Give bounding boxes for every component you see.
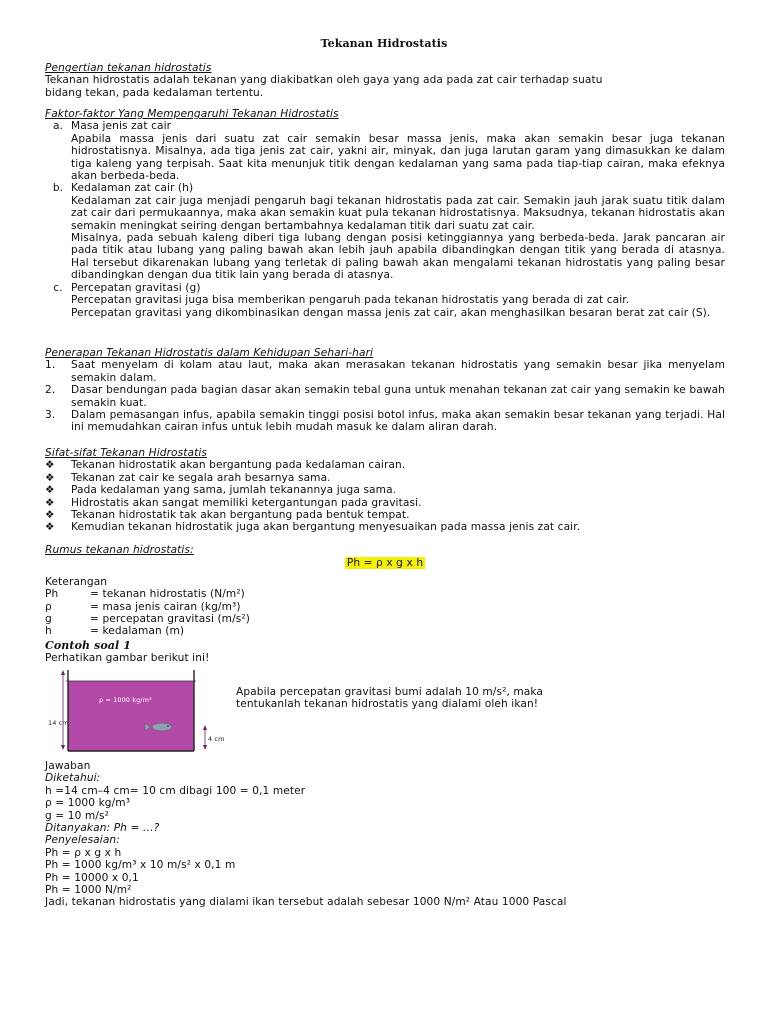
list-item-text: Tekanan zat cair ke segala arah besarnya sama. <box>71 471 331 484</box>
list-item <box>45 409 725 434</box>
section-heading: Rumus tekanan hidrostatis: <box>45 544 194 556</box>
list-item-text: Tekanan hidrostatik akan bergantung pada kedalaman cairan. <box>71 459 406 472</box>
asked-label: Ditanyakan: Ph = …? <box>45 822 160 835</box>
variable-row <box>45 588 725 600</box>
paragraph: Apabila massa jenis dari suatu zat cair semakin besar massa jenis, maka akan semakin besar juga tekanan hidrostatisnya. Misalnya, ada tiga jenis zat cair, yakni air, minyak, dan juga larutan garam yang dimasukkan ke dalam tiga kaleng yang terpisah. Saat kita menunjuk titik dengan kedalaman yang sama pada tiap-tiap cairan, maka efeknya akan berbeda-beda. <box>71 132 725 183</box>
list-item <box>45 509 725 521</box>
water-body <box>68 681 194 751</box>
list-item-text: Dalam pemasangan infus, apabila semakin tinggi posisi botol infus, maka akan semakin besar tekanan yang terjadi. Hal ini memudahkan cairan infus untuk lebih mudah masuk ke dalam aliran darah. <box>71 409 725 434</box>
list-marker: 1. <box>45 359 56 372</box>
example-title: Contoh soal 1 <box>45 639 131 652</box>
list-item-text: Kemudian tekanan hidrostatik juga akan bergantung menyesuaikan pada massa jenis zat cair. <box>71 521 581 534</box>
known-g: g = 10 m/s² <box>45 809 109 822</box>
list-item-text: Tekanan hidrostatik tak akan bergantung pada bentuk tempat. <box>71 509 410 522</box>
section-jawaban <box>45 760 725 909</box>
variable-symbol: g <box>45 613 52 626</box>
example-question: Apabila percepatan gravitasi bumi adalah 10 m/s², maka tentukanlah tekanan hidrostatis yang dialami oleh ikan! <box>236 686 544 711</box>
variable-row <box>45 601 725 613</box>
section-heading: Faktor-faktor Yang Mempengaruhi Tekanan Hidrostatis <box>45 108 339 120</box>
list-item <box>45 359 725 384</box>
answer-conclusion: Jadi, tekanan hidrostatis yang dialami ikan tersebut adalah sebesar 1000 N/m² Atau 1000 Pascal <box>45 896 567 909</box>
list-item <box>45 120 725 132</box>
section-heading: Penerapan Tekanan Hidrostatis dalam Kehidupan Sehari-hari <box>45 347 374 359</box>
variable-row <box>45 625 725 637</box>
list-item-title: Percepatan gravitasi (g) <box>71 281 201 294</box>
variable-symbol: ρ <box>45 600 52 613</box>
arrow-down-icon <box>61 745 65 750</box>
diamond-bullet-icon: ❖ <box>45 496 55 509</box>
variable-definition: = kedalaman (m) <box>90 625 185 638</box>
list-marker: b. <box>52 182 64 195</box>
variable-definition: = percepatan gravitasi (m/s²) <box>90 613 250 626</box>
list-marker: 3. <box>45 409 56 422</box>
list-item <box>45 459 725 471</box>
solution-step: Ph = 1000 kg/m³ x 10 m/s² x 0,1 m <box>45 859 236 872</box>
solution-step: Ph = 10000 x 0,1 <box>45 871 139 884</box>
paragraph: Kedalaman zat cair juga menjadi pengaruh bagi tekanan hidrostatis pada zat cair. Semakin jauh jarak suatu titik dalam zat cair dari permukaannya, maka akan semakin kuat pula tekanan hidrostatisnya. Maksudnya, tekanan hidrostatis akan semakin meningkat seiring dengan bertambahnya kedalaman titik dari suatu zat cair. <box>71 194 725 232</box>
list-item-text: Hidrostatis akan sangat memiliki ketergantungan pada gravitasi. <box>71 496 422 509</box>
legend-heading: Keterangan <box>45 575 108 588</box>
list-item <box>45 384 725 409</box>
paragraph: Percepatan gravitasi yang dikombinasikan dengan massa jenis zat cair, akan menghasilkan besaran berat zat cair (S). <box>71 306 711 319</box>
list-item <box>45 497 725 509</box>
diamond-bullet-icon: ❖ <box>45 459 55 472</box>
known-rho: ρ = 1000 kg/m³ <box>45 797 131 810</box>
section-rumus <box>45 544 725 638</box>
solution-step: Ph = 1000 N/m² <box>45 884 132 897</box>
solution-step: Ph = ρ x g x h <box>45 846 122 859</box>
list-item <box>45 521 725 533</box>
section-penerapan <box>45 347 725 434</box>
solution-label: Penyelesaian: <box>45 834 120 847</box>
diamond-bullet-icon: ❖ <box>45 509 55 522</box>
arrow-up-icon <box>61 670 65 675</box>
answer-label: Jawaban <box>45 760 91 772</box>
section-heading: Pengertian tekanan hidrostatis <box>45 62 212 74</box>
highlighted-formula: Ph = ρ x g x h <box>346 557 424 570</box>
paragraph: Misalnya, pada sebuah kaleng diberi tiga lubang dengan posisi ketinggiannya yang berbeda-beda. Jarak pancaran air pada titik atau lubang yang paling bawah akan lebih jauh apabila dibandingkan dengan titik yang berada di atasnya. Hal tersebut dikarenakan lubang yang terletak di paling bawah akan mengalami tekanan hidrostatis yang paling besar dibandingkan dengan dua titik lain yang berada di atasnya. <box>71 232 725 282</box>
section-contoh-soal <box>45 640 725 665</box>
list-item-text: Pada kedalaman yang sama, jumlah tekanannya juga sama. <box>71 484 397 497</box>
diamond-bullet-icon: ❖ <box>45 484 55 497</box>
variable-definition: = tekanan hidrostatis (N/m²) <box>90 588 245 601</box>
density-label: ρ = 1000 kg/m³ <box>99 696 152 704</box>
section-sifat <box>45 447 725 534</box>
variable-symbol: h <box>45 625 52 638</box>
list-item-title: Masa jenis zat cair <box>71 120 172 133</box>
document-title: Tekanan Hidrostatis <box>320 37 448 50</box>
list-marker: 2. <box>45 384 56 397</box>
list-item-text: Saat menyelam di kolam atau laut, maka akan merasakan tekanan hidrostatis yang semakin besar jika menyelam semakin dalam. <box>71 359 725 384</box>
list-item <box>45 182 725 194</box>
list-item-text: Dasar bendungan pada bagian dasar akan semakin tebal guna untuk menahan tekanan zat cair yang semakin ke bawah semakin kuat. <box>71 384 725 409</box>
known-h: h =14 cm–4 cm= 10 cm dibagi 100 = 0,1 meter <box>45 784 306 797</box>
diamond-bullet-icon: ❖ <box>45 521 55 534</box>
example-intro: Perhatikan gambar berikut ini! <box>45 652 210 665</box>
arrow-down-icon <box>203 745 207 750</box>
variable-row <box>45 613 725 625</box>
list-item <box>45 282 725 294</box>
height-label: 14 cm <box>48 719 69 727</box>
formula-row <box>45 557 725 569</box>
paragraph-line: bidang tekan, pada kedalaman tertentu. <box>45 86 264 99</box>
list-marker: c. <box>53 281 63 294</box>
list-marker: a. <box>52 120 64 133</box>
variable-symbol: Ph <box>45 588 59 601</box>
section-faktor <box>45 108 725 319</box>
section-heading: Sifat-sifat Tekanan Hidrostatis <box>45 447 208 459</box>
paragraph: Percepatan gravitasi juga bisa memberikan pengaruh pada tekanan hidrostatis yang berada di zat cair. <box>71 294 630 307</box>
known-label: Diketahui: <box>45 772 101 785</box>
list-item <box>45 472 725 484</box>
variable-definition: = masa jenis cairan (kg/m³) <box>90 600 241 613</box>
water-tank-figure <box>45 666 225 752</box>
diamond-bullet-icon: ❖ <box>45 471 55 484</box>
depth-label: 4 cm <box>208 735 225 743</box>
list-item <box>45 484 725 496</box>
list-item-title: Kedalaman zat cair (h) <box>71 182 194 195</box>
paragraph-line: Tekanan hidrostatis adalah tekanan yang diakibatkan oleh gaya yang ada pada zat cair terhadap suatu <box>45 74 603 87</box>
section-pengertian <box>45 62 725 99</box>
arrow-up-icon <box>203 725 207 730</box>
